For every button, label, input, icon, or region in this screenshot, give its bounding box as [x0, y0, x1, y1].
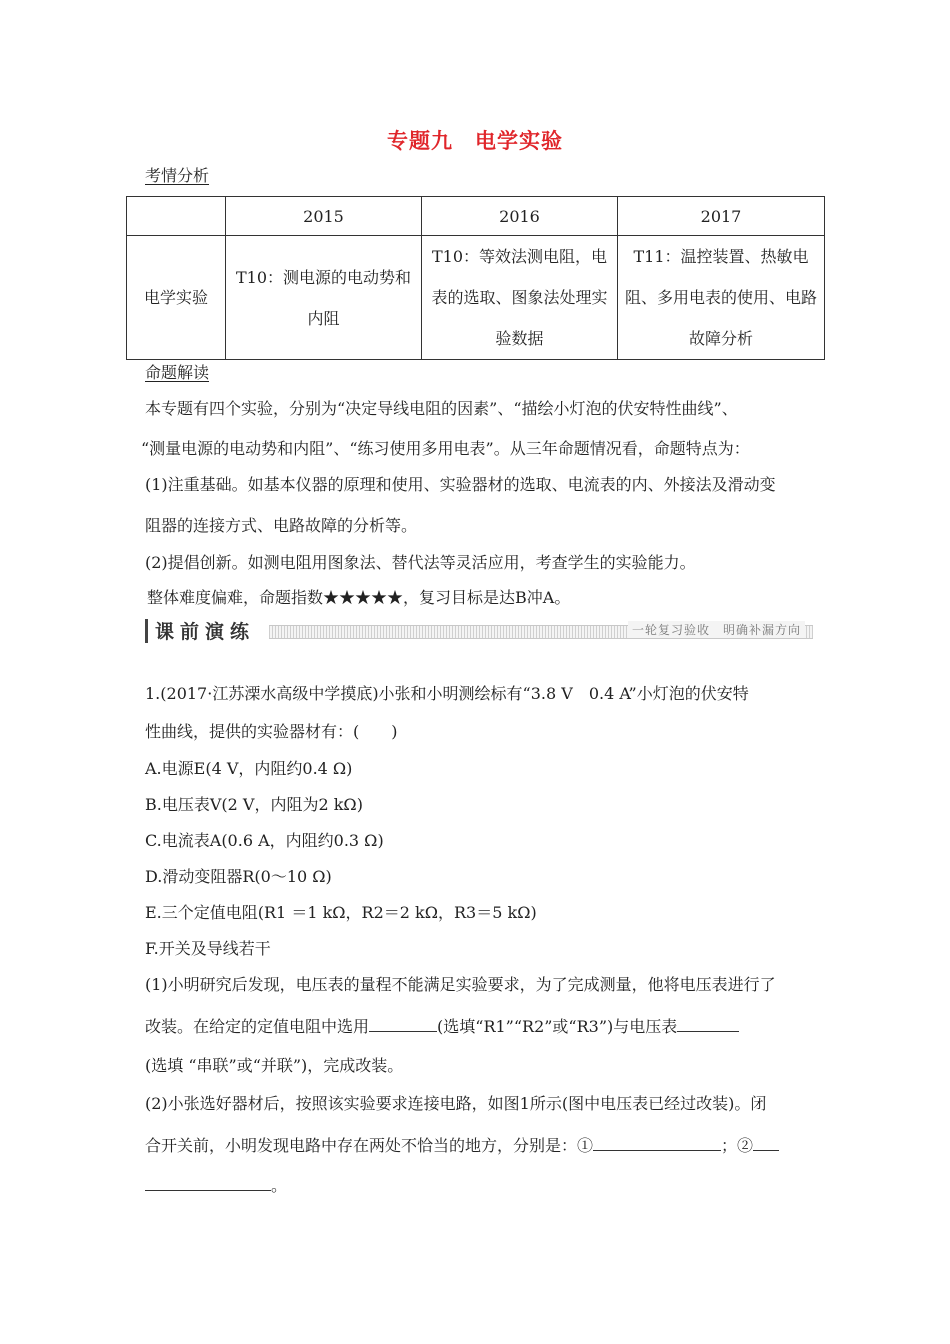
table-corner-cell — [127, 197, 226, 236]
part2-text-end: 。 — [271, 1176, 288, 1195]
option-e: E.三个定值电阻(R1 ＝1 kΩ，R2＝2 kΩ，R3＝5 kΩ) — [145, 903, 537, 922]
row-label-cell: 电学实验 — [127, 236, 226, 360]
analysis-line: 整体难度偏难，命题指数★★★★★，复习目标是达B冲A。 — [147, 588, 571, 607]
part1-text — [145, 1014, 739, 1037]
section-bar — [145, 616, 813, 646]
part1-text: (1)小明研究后发现，电压表的量程不能满足实验要求，为了完成测量，他将电压表进行了 — [145, 975, 776, 994]
table-cell: T10：等效法测电阻，电表的选取、图象法处理实验数据 — [422, 236, 618, 360]
answer-blank[interactable] — [369, 1017, 437, 1032]
exam-analysis-table — [126, 196, 825, 360]
answer-blank[interactable] — [145, 1176, 271, 1191]
section-bar-heading: 课前演练 — [155, 621, 256, 643]
part2-text — [145, 1173, 287, 1196]
section-bar-note: 一轮复习验收 明确补漏方向 — [628, 621, 805, 638]
option-d: D.滑动变阻器R(0～10 Ω) — [145, 867, 332, 886]
part1-text-a: 改装。在给定的定值电阻中选用 — [145, 1017, 370, 1036]
part1-text: (选填 “串联”或“并联”)，完成改装。 — [145, 1056, 404, 1075]
part2-text: (2)小张选好器材后，按照该实验要求连接电路，如图1所示(图中电压表已经过改装)。闭 — [145, 1094, 767, 1113]
section-heading-exam-analysis: 考情分析 — [145, 166, 210, 185]
part2-text-b: ；② — [721, 1136, 754, 1155]
table-cell: T11：温控装置、热敏电阻、多用电表的使用、电路故障分析 — [618, 236, 825, 360]
year-cell: 2016 — [422, 197, 618, 236]
year-cell: 2017 — [618, 197, 825, 236]
analysis-line: 阻器的连接方式、电路故障的分析等。 — [145, 516, 418, 535]
section-bar-edge — [145, 619, 148, 643]
table-row — [127, 236, 825, 360]
part2-text-a: 合开关前，小明发现电路中存在两处不恰当的地方，分别是：① — [145, 1136, 594, 1155]
analysis-line: (1)注重基础。如基本仪器的原理和使用、实验器材的选取、电流表的内、外接法及滑动变 — [145, 475, 776, 494]
option-a: A.电源E(4 V，内阻约0.4 Ω) — [145, 759, 353, 778]
analysis-line: “测量电源的电动势和内阻”、“练习使用多用电表”。从三年命题情况看，命题特点为： — [141, 439, 750, 458]
part1-text-b: (选填“R1”“R2”或“R3”)与电压表 — [437, 1017, 678, 1036]
option-c: C.电流表A(0.6 A，内阻约0.3 Ω) — [145, 831, 384, 850]
question-stem: 1.(2017·江苏溧水高级中学摸底)小张和小明测绘标有“3.8 V 0.4 A”小灯泡的伏安特 — [145, 684, 749, 703]
year-cell: 2015 — [226, 197, 422, 236]
option-f: F.开关及导线若干 — [145, 939, 271, 958]
question-stem: 性曲线，提供的实验器材有：( ) — [145, 722, 398, 741]
analysis-line: (2)提倡创新。如测电阻用图象法、替代法等灵活应用，考查学生的实验能力。 — [145, 553, 696, 572]
analysis-line: 本专题有四个实验，分别为“决定导线电阻的因素”、“描绘小灯泡的伏安特性曲线”、 — [145, 399, 738, 418]
page-title: 专题九 电学实验 — [387, 129, 563, 153]
option-b: B.电压表V(2 V，内阻为2 kΩ) — [145, 795, 363, 814]
answer-blank[interactable] — [593, 1136, 721, 1151]
answer-blank[interactable] — [753, 1136, 779, 1151]
table-header-row — [127, 197, 825, 236]
table-cell: T10：测电源的电动势和内阻 — [226, 236, 422, 360]
answer-blank[interactable] — [677, 1017, 739, 1032]
part2-text — [145, 1133, 779, 1156]
section-heading-interpretation: 命题解读 — [145, 363, 210, 382]
